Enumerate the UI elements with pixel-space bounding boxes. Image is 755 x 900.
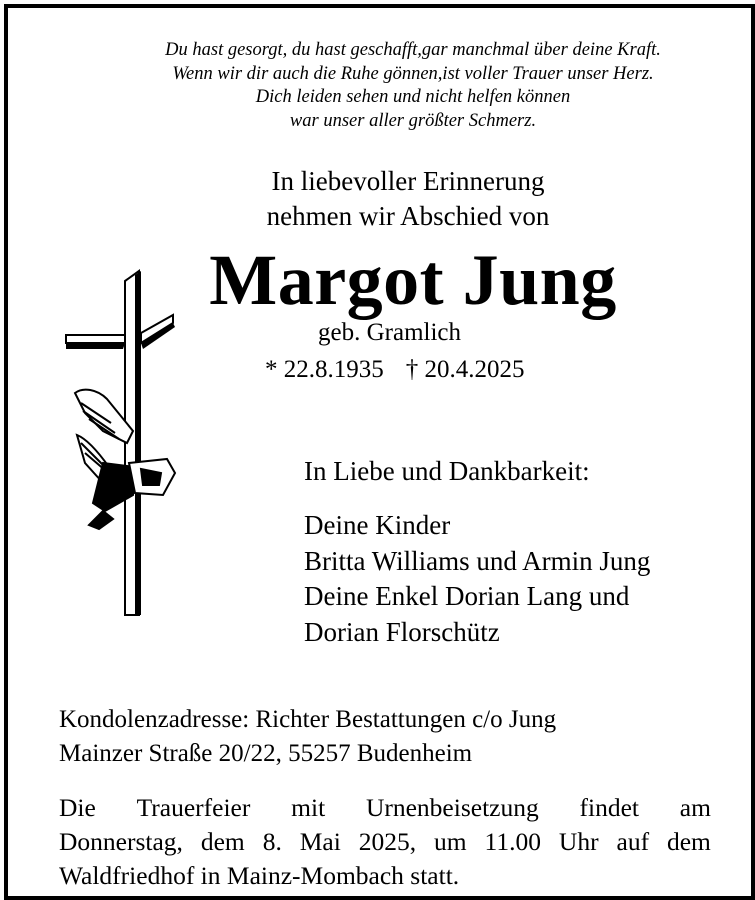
condolence-line-2: Mainzer Straße 20/22, 55257 Budenheim (59, 740, 473, 767)
ceremony-word: dem (200, 827, 245, 856)
birth-date: * 22.8.1935 (265, 356, 384, 383)
ceremony-word: 2025, (358, 827, 417, 856)
cross-with-praying-hands-icon (63, 263, 203, 623)
poem-line: Dich leiden sehen und nicht helfen können (255, 87, 571, 107)
condolence-line-1: Kondolenzadresse: Richter Bestattungen c/o Jung (59, 706, 557, 733)
birth-name: geb. Gramlich (318, 319, 462, 346)
ceremony-word: Die (59, 793, 96, 822)
ceremony-word: am (679, 793, 711, 822)
ceremony-line-3: Waldfriedhof in Mainz-Mombach statt. (59, 861, 460, 890)
poem-line: Wenn wir dir auch die Ruhe gönnen,ist voller Trauer unser Herz. (172, 63, 654, 84)
poem (98, 39, 728, 133)
ceremony-line-2 (59, 825, 711, 859)
ceremony-word: mit (291, 793, 326, 822)
ceremony-notice (59, 791, 711, 893)
ceremony-word: um (434, 827, 467, 856)
life-dates (265, 355, 525, 385)
obituary-frame (4, 4, 755, 900)
intro-text (168, 164, 648, 234)
ceremony-word: Urnenbeisetzung (365, 793, 539, 822)
intro-line-1: In liebevoller Erinnerung (271, 166, 545, 196)
ceremony-word: Trauerfeier (136, 793, 251, 822)
ceremony-word: 11.00 (484, 827, 541, 856)
poem-line: war unser aller größter Schmerz. (289, 110, 537, 131)
condolence-address (59, 703, 556, 771)
ceremony-word: Donnerstag, (59, 827, 183, 856)
ceremony-line-1 (59, 791, 711, 825)
mourners-list (304, 508, 650, 650)
deceased-name: Margot Jung (209, 240, 617, 320)
ceremony-word: 8. (262, 827, 282, 856)
ceremony-word: findet (579, 793, 639, 822)
mourner-line: Deine Kinder (304, 510, 451, 540)
mourner-line: Britta Williams und Armin Jung (304, 545, 651, 576)
ceremony-word: auf (616, 827, 650, 856)
ceremony-word: Mai (299, 827, 341, 856)
poem-line: Du hast gesorgt, du hast geschafft,gar manchmal über deine Kraft. (165, 40, 661, 60)
intro-line-2: nehmen wir Abschied von (266, 201, 550, 231)
ceremony-word: dem (666, 827, 711, 856)
death-date: † 20.4.2025 (405, 356, 525, 383)
mourner-line: Deine Enkel Dorian Lang und (304, 581, 630, 611)
mourners-heading: In Liebe und Dankbarkeit: (304, 456, 590, 486)
ceremony-word: Uhr (558, 827, 599, 856)
mourner-line: Dorian Florschütz (304, 616, 500, 647)
